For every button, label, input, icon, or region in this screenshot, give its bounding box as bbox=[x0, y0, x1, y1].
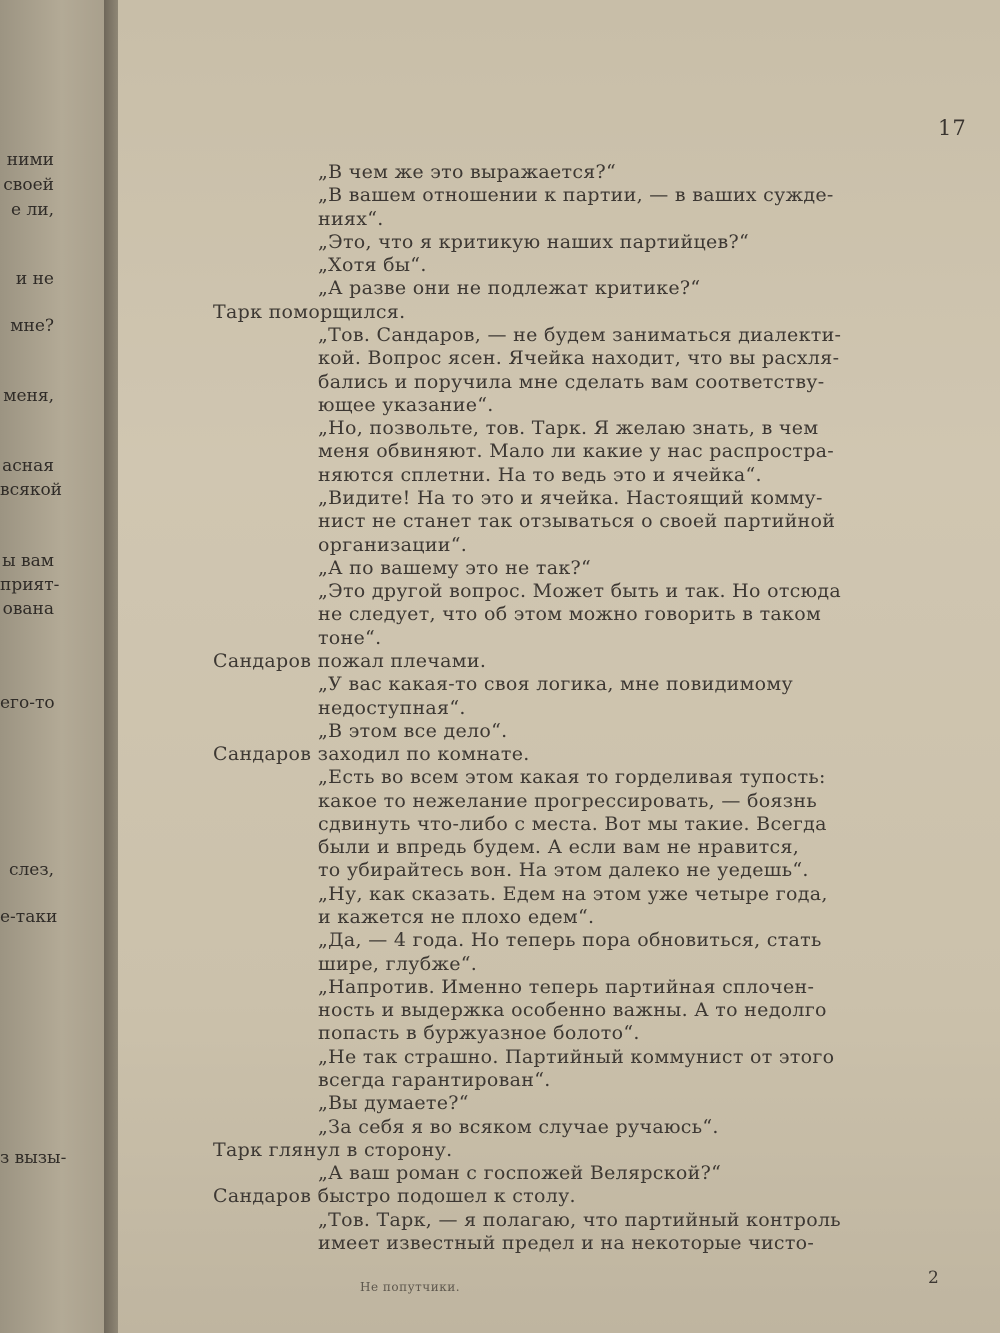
left-page-fragment: асная bbox=[2, 456, 54, 476]
book-page bbox=[118, 0, 1000, 1333]
dialogue-line: не следует, что об этом можно говорить в таком bbox=[318, 603, 822, 625]
dialogue-line: „Есть во всем этом какая то горделивая тупость: bbox=[318, 766, 826, 788]
dialogue-line: „Это другой вопрос. Может быть и так. Но отсюда bbox=[318, 580, 842, 602]
dialogue-line: „А разве они не подлежат критике?“ bbox=[318, 277, 701, 299]
dialogue-line: организации“. bbox=[318, 534, 468, 556]
dialogue-line: ность и выдержка особенно важны. А то недолго bbox=[318, 999, 827, 1021]
dialogue-line: имеет известный предел и на некоторые чисто- bbox=[318, 1232, 815, 1254]
left-page-fragment: ы вам bbox=[2, 551, 54, 571]
dialogue-line: „Вы думаете?“ bbox=[318, 1092, 469, 1114]
page-number: 17 bbox=[938, 116, 967, 140]
dialogue-line: „В чем же это выражается?“ bbox=[318, 161, 617, 183]
dialogue-line: няются сплетни. На то ведь это и ячейка“. bbox=[318, 464, 762, 486]
dialogue-line: „Тов. Сандаров, — не будем заниматься диалекти- bbox=[318, 324, 842, 346]
dialogue-line: „За себя я во всяком случае ручаюсь“. bbox=[318, 1116, 719, 1138]
left-page-fragment: е ли, bbox=[11, 200, 54, 220]
narration-line: Тарк глянул в сторону. bbox=[213, 1139, 453, 1161]
dialogue-line: „Хотя бы“. bbox=[318, 254, 427, 276]
dialogue-line: ющее указание“. bbox=[318, 394, 494, 416]
left-page-fragment: всякой bbox=[0, 480, 63, 500]
narration-line: Тарк поморщился. bbox=[213, 301, 406, 323]
left-page-fragment: з вызы- bbox=[0, 1148, 67, 1168]
dialogue-line: „Не так страшно. Партийный коммунист от этого bbox=[318, 1046, 835, 1068]
left-page-fragment: своей bbox=[3, 175, 54, 195]
dialogue-line: сдвинуть что-либо с места. Вот мы такие. Всегда bbox=[318, 813, 827, 835]
dialogue-line: „А по вашему это не так?“ bbox=[318, 557, 592, 579]
left-page-edge bbox=[0, 0, 112, 1333]
left-page-fragment: мне? bbox=[10, 316, 54, 336]
dialogue-line: „У вас какая-то своя логика, мне повидимому bbox=[318, 673, 793, 695]
dialogue-line: „Это, что я критикую наших партийцев?“ bbox=[318, 231, 750, 253]
left-page-fragment: е-таки bbox=[0, 907, 58, 927]
dialogue-line: „Да, — 4 года. Но теперь пора обновиться, стать bbox=[318, 929, 822, 951]
dialogue-line: „Напротив. Именно теперь партийная сплочен- bbox=[318, 976, 815, 998]
dialogue-line: то убирайтесь вон. На этом далеко не уедешь“. bbox=[318, 859, 809, 881]
dialogue-line: и кажется не плохо едем“. bbox=[318, 906, 595, 928]
dialogue-line: ниях“. bbox=[318, 208, 384, 230]
dialogue-line: „В вашем отношении к партии, — в ваших сужде- bbox=[318, 184, 834, 206]
left-page-fragment: его-то bbox=[0, 693, 55, 713]
dialogue-line: „А ваш роман с госпожей Велярской?“ bbox=[318, 1162, 722, 1184]
left-page-fragment: ована bbox=[2, 599, 54, 619]
dialogue-line: тоне“. bbox=[318, 627, 382, 649]
sheet-number: 2 bbox=[928, 1268, 939, 1288]
dialogue-line: всегда гарантирован“. bbox=[318, 1069, 551, 1091]
dialogue-line: нист не станет так отзываться о своей партийной bbox=[318, 510, 836, 532]
dialogue-line: меня обвиняют. Мало ли какие у нас распростра- bbox=[318, 440, 835, 462]
dialogue-line: кой. Вопрос ясен. Ячейка находит, что вы расхля- bbox=[318, 347, 840, 369]
left-page-fragment: и не bbox=[15, 269, 54, 289]
narration-line: Сандаров заходил по комнате. bbox=[213, 743, 530, 765]
dialogue-line: „Но, позвольте, тов. Тарк. Я желаю знать, в чем bbox=[318, 417, 819, 439]
page-text bbox=[118, 0, 1000, 1333]
dialogue-line: „Видите! На то это и ячейка. Настоящий комму- bbox=[318, 487, 823, 509]
dialogue-line: бались и поручила мне сделать вам соответству- bbox=[318, 371, 825, 393]
dialogue-line: шире, глубже“. bbox=[318, 953, 478, 975]
dialogue-line: какое то нежелание прогрессировать, — боязнь bbox=[318, 790, 818, 812]
dialogue-line: были и впредь будем. А если вам не нравится, bbox=[318, 836, 800, 858]
dialogue-line: попасть в буржуазное болото“. bbox=[318, 1022, 640, 1044]
left-page-fragment: ними bbox=[6, 150, 54, 170]
narration-line: Сандаров пожал плечами. bbox=[213, 650, 487, 672]
dialogue-line: недоступная“. bbox=[318, 697, 466, 719]
dialogue-line: „Тов. Тарк, — я полагаю, что партийный контроль bbox=[318, 1209, 841, 1231]
narration-line: Сандаров быстро подошел к столу. bbox=[213, 1185, 576, 1207]
dialogue-line: „В этом все дело“. bbox=[318, 720, 508, 742]
sheet-signature: Не попутчики. bbox=[360, 1280, 461, 1294]
left-page-fragment: меня, bbox=[3, 386, 54, 406]
left-page-fragment: слез, bbox=[8, 860, 54, 880]
dialogue-line: „Ну, как сказать. Едем на этом уже четыре года, bbox=[318, 883, 828, 905]
left-page-fragment: прият- bbox=[0, 575, 60, 595]
